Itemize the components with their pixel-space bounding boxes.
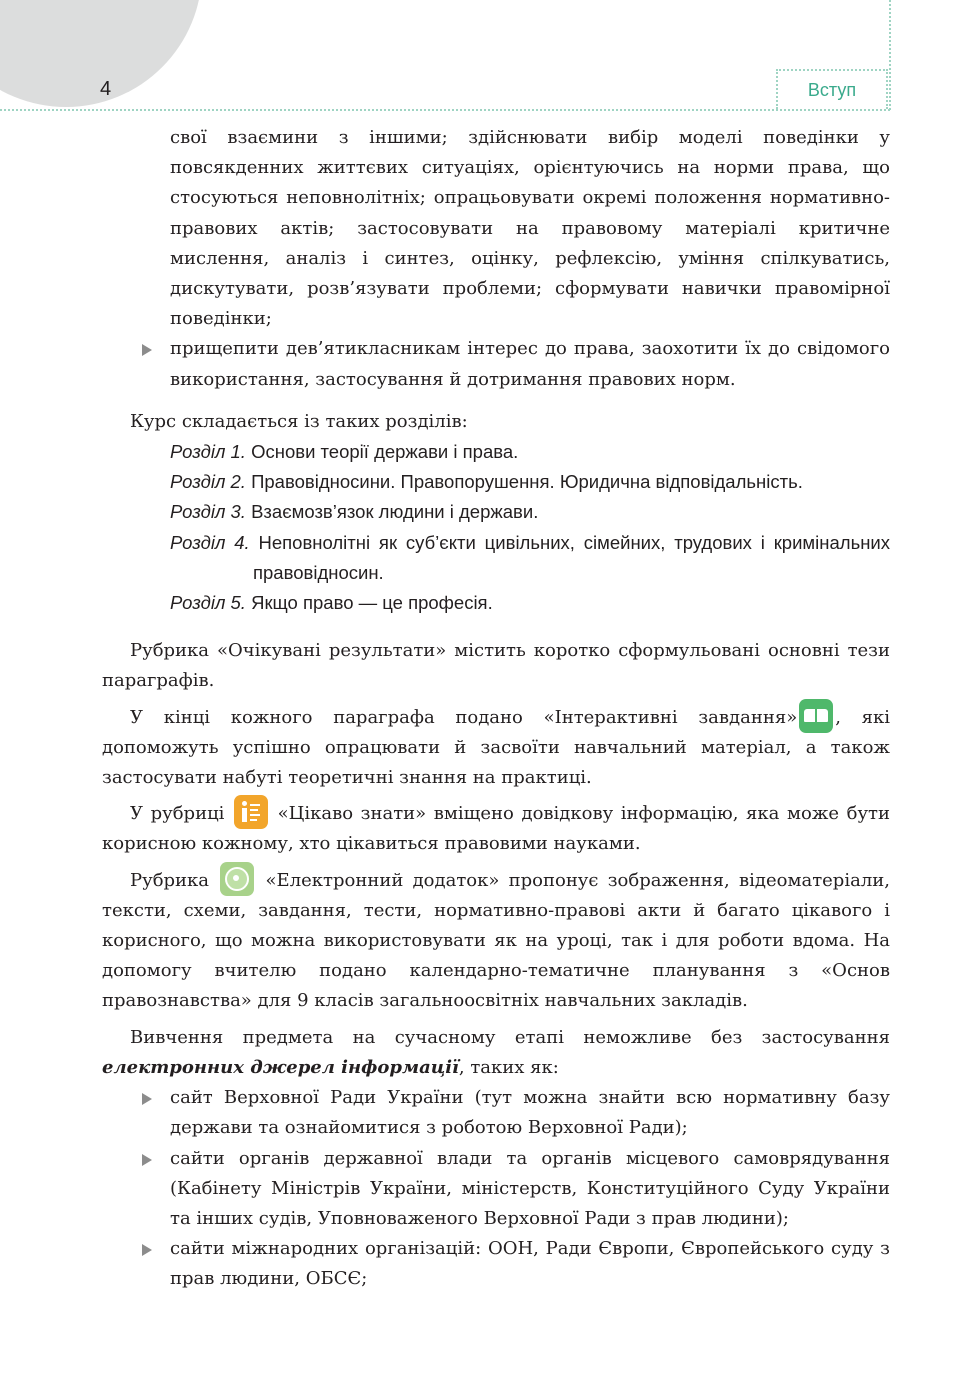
section-label: Розділ 3. (170, 501, 246, 523)
paragraph-text: Рубрика (130, 869, 210, 891)
course-section-5 (170, 588, 890, 618)
header-side-divider (889, 0, 891, 110)
triangle-bullet-icon (142, 344, 152, 356)
study-sources-paragraph (102, 1023, 890, 1083)
page-number: 4 (100, 78, 112, 100)
paragraph-text: У рубриці (130, 803, 225, 825)
cd-icon (220, 862, 254, 896)
paragraph-text: «Електронний додаток» пропонує зображення, відеоматеріали, тексти, схеми, завдання, тести, нормативно-правові акти й багато цікавого і корисного, що можна використовувати як на уроці, так і для роботи вдома. На допомогу вчителю подано календарно-тематичне планування з «Основ правознавства» для 9 класів загальноосвітніх навчальних закладів. (102, 869, 890, 1012)
course-intro: Курс складається із таких розділів: (130, 410, 468, 432)
interesting-facts-paragraph (102, 799, 890, 859)
emphasis-text: електронних джерел інформації (102, 1056, 459, 1078)
list-item-text: сайт Верховної Ради України (тут можна знайти всю нормативну базу держави та ознайомитися з роботою Верховної Ради); (170, 1087, 890, 1139)
list-item-text: сайти органів державної влади та органів місцевого самоврядування (Кабінету Міністрів України, міністерств, Конституційного Суду України та інших судів, Уповноваженого Верховної Ради з прав людини); (170, 1147, 890, 1229)
course-section-2 (170, 467, 890, 497)
triangle-bullet-icon (142, 1093, 152, 1105)
section-label: Розділ 2. (170, 471, 246, 493)
paragraph-text: , таких як: (458, 1056, 559, 1078)
course-sections (102, 437, 890, 618)
electronic-supplement-paragraph (102, 866, 890, 1017)
list-item-text: сайти міжнародних організацій: ООН, Ради Європи, Європейського суду з прав людини, ОБСЄ; (170, 1238, 890, 1290)
section-label: Розділ 4. (170, 531, 250, 553)
course-section-1 (170, 437, 890, 467)
section-title: Вступ (776, 69, 888, 109)
paragraph-text: , які допоможуть успішно опрацювати й засвоїти навчальний матеріал, а також застосувати набуті теоретичні знання на практиці. (102, 706, 891, 789)
list-item (102, 334, 890, 394)
list-item-text: прищепити дев’ятикласникам інтерес до права, заохотити їх до свідомого використання, застосування й дотримання правових норм. (170, 338, 890, 390)
header-divider (0, 109, 890, 111)
triangle-bullet-icon (142, 1154, 152, 1166)
rubric-results-paragraph: Рубрика «Очікувані результати» містить коротко сформульовані основні тези параграфів. (102, 640, 890, 692)
triangle-bullet-icon (142, 1244, 152, 1256)
list-item (102, 1083, 890, 1143)
section-text: Основи теорії держави і права. (251, 441, 519, 463)
interactive-tasks-paragraph (102, 703, 890, 794)
course-section-4 (170, 528, 890, 588)
paragraph-text: У кінці кожного параграфа подано «Інтерактивні завдання» (130, 706, 798, 728)
course-section-3 (170, 497, 890, 527)
section-text: Правовідносини. Правопорушення. Юридична відповідальність. (251, 471, 803, 493)
section-text: Неповнолітні як суб’єкти цивільних, сімейних, трудових і кримінальних правовідносин. (253, 531, 891, 583)
book-icon (799, 699, 833, 733)
list-item (102, 1144, 890, 1235)
paragraph-text: Вивчення предмета на сучасному етапі неможливе без застосування (130, 1026, 890, 1048)
info-icon (234, 795, 268, 829)
section-text: Якщо право — це професія. (251, 592, 493, 614)
list-item (102, 1234, 890, 1294)
section-text: Взаємозв’язок людини і держави. (251, 501, 539, 523)
section-label: Розділ 1. (170, 441, 246, 463)
page-content (102, 123, 890, 1295)
section-label: Розділ 5. (170, 592, 246, 614)
paragraph-text: «Цікаво знати» вміщено довідкову інформацію, яка може бути корисною кожному, хто цікавиться правовими науками. (102, 803, 891, 855)
continued-bullet-text: своï взаємини з іншими; здійснювати вибір моделі поведінки у повсякденних життєвих ситуаціях, орієнтуючись на норми права, що стосуються неповнолітніх; опрацьовувати окремі положення нормативно-правових актів; застосовувати на правовому матеріалі критичне мислення, аналіз і синтез, оцінку, рефлексію, уміння спілкуватись, дискутувати, розв’язувати проблеми; сформувати навички правомірної поведінки; (170, 127, 890, 330)
